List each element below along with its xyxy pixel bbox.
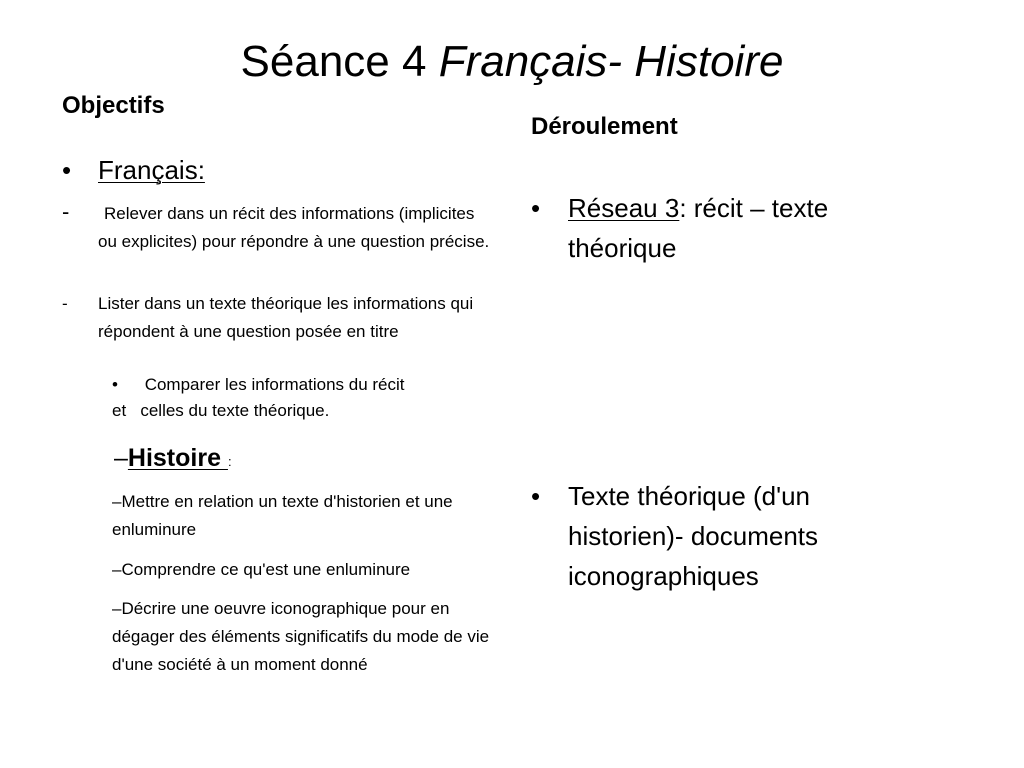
title-main: Séance 4 (240, 37, 439, 86)
dash-marker: - (62, 294, 68, 313)
dash-marker: - (62, 199, 70, 224)
objectives-heading: Objectifs (62, 92, 165, 119)
compare-line-2: et celles du texte théorique. (112, 401, 330, 420)
bullet-icon: • (62, 155, 72, 185)
francais-line (62, 152, 205, 188)
compare-line-1: Comparer les informations du récit (144, 375, 405, 394)
histoire-line (114, 440, 232, 480)
bullet-icon: • (531, 481, 541, 511)
slide-title (0, 34, 1024, 90)
deroulement-heading: Déroulement (531, 113, 678, 140)
compare-item (112, 372, 502, 424)
histoire-item-3: –Décrire une oeuvre iconographique pour en dégager des éléments significatifs du mode de vie d'une société à un moment donné (112, 599, 490, 674)
right-item-2 (531, 476, 911, 596)
francais-label: Français: (98, 155, 205, 185)
objective-item-text: Lister dans un texte théorique les informations qui répondent à une question posée en titre (98, 294, 474, 341)
dash-marker: – (114, 444, 128, 472)
right-item-1-text: : récit – texte théorique (568, 193, 829, 263)
histoire-label: Histoire (127, 444, 228, 472)
histoire-item-1: –Mettre en relation un texte d'historien et une enluminure (112, 492, 453, 539)
objective-item-1 (62, 200, 492, 256)
objective-item-2 (62, 290, 492, 346)
histoire-item-2: –Comprendre ce qu'est une enluminure (112, 560, 411, 579)
reseau-label: Réseau 3 (568, 193, 680, 223)
bullet-icon: • (531, 193, 541, 223)
bullet-icon: • (112, 375, 118, 394)
objective-item-text: Relever dans un récit des informations (implicites ou explicites) pour répondre à une question précise. (98, 204, 490, 251)
histoire-colon: : (227, 454, 232, 469)
right-item-2-text: Texte théorique (d'un historien)- documents iconographiques (568, 481, 818, 591)
title-italic: Français- Histoire (438, 37, 784, 86)
right-item-1 (531, 188, 911, 268)
